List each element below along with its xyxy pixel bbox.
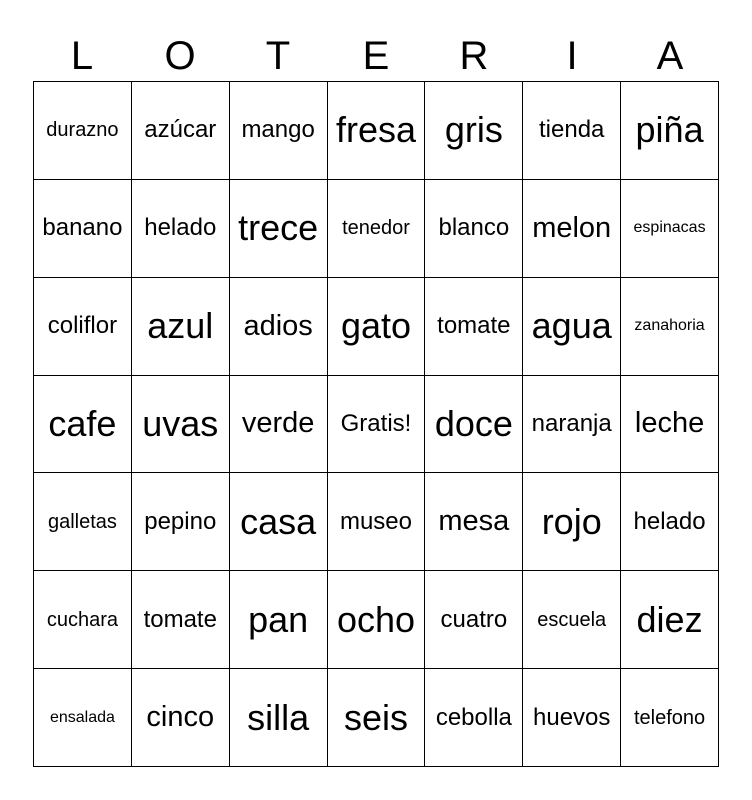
grid-cell[interactable]: casa: [230, 473, 328, 571]
title-letter: T: [265, 34, 291, 78]
grid-cell[interactable]: leche: [621, 376, 719, 474]
grid-cell[interactable]: melon: [523, 180, 621, 278]
title-letter: R: [459, 34, 489, 78]
grid-cell[interactable]: museo: [328, 473, 426, 571]
grid-cell[interactable]: seis: [328, 669, 426, 767]
grid-cell[interactable]: gato: [328, 278, 426, 376]
grid-cell[interactable]: uvas: [132, 376, 230, 474]
grid-cell[interactable]: doce: [425, 376, 523, 474]
grid-cell[interactable]: mango: [230, 82, 328, 180]
title-letter: A: [656, 34, 684, 78]
grid-cell[interactable]: rojo: [523, 473, 621, 571]
grid-cell[interactable]: piña: [621, 82, 719, 180]
grid-cell[interactable]: helado: [621, 473, 719, 571]
grid-cell[interactable]: trece: [230, 180, 328, 278]
grid-cell[interactable]: tenedor: [328, 180, 426, 278]
grid-cell[interactable]: mesa: [425, 473, 523, 571]
grid-cell[interactable]: helado: [132, 180, 230, 278]
grid-cell[interactable]: cafe: [34, 376, 132, 474]
grid-cell[interactable]: cebolla: [425, 669, 523, 767]
grid-cell[interactable]: adios: [230, 278, 328, 376]
grid-cell[interactable]: azúcar: [132, 82, 230, 180]
grid-cell[interactable]: telefono: [621, 669, 719, 767]
grid-cell[interactable]: naranja: [523, 376, 621, 474]
title-letter: E: [362, 34, 390, 78]
grid-cell[interactable]: ocho: [328, 571, 426, 669]
loteria-grid: [33, 81, 719, 767]
grid-cell[interactable]: cuatro: [425, 571, 523, 669]
grid-cell[interactable]: diez: [621, 571, 719, 669]
title-letter: O: [164, 34, 196, 78]
grid-cell[interactable]: tienda: [523, 82, 621, 180]
free-space-cell[interactable]: Gratis!: [328, 376, 426, 474]
title-letter: I: [566, 34, 578, 78]
grid-cell[interactable]: pepino: [132, 473, 230, 571]
grid-cell[interactable]: pan: [230, 571, 328, 669]
grid-cell[interactable]: cuchara: [34, 571, 132, 669]
grid-cell[interactable]: azul: [132, 278, 230, 376]
grid-cell[interactable]: durazno: [34, 82, 132, 180]
grid-cell[interactable]: ensalada: [34, 669, 132, 767]
title-letter: L: [70, 34, 94, 78]
grid-cell[interactable]: fresa: [328, 82, 426, 180]
grid-cell[interactable]: zanahoria: [621, 278, 719, 376]
grid-cell[interactable]: espinacas: [621, 180, 719, 278]
grid-cell[interactable]: blanco: [425, 180, 523, 278]
grid-cell[interactable]: verde: [230, 376, 328, 474]
grid-cell[interactable]: tomate: [132, 571, 230, 669]
grid-cell[interactable]: gris: [425, 82, 523, 180]
grid-cell[interactable]: galletas: [34, 473, 132, 571]
grid-cell[interactable]: agua: [523, 278, 621, 376]
grid-cell[interactable]: escuela: [523, 571, 621, 669]
card-title: [33, 30, 719, 82]
grid-cell[interactable]: banano: [34, 180, 132, 278]
grid-cell[interactable]: huevos: [523, 669, 621, 767]
grid-cell[interactable]: silla: [230, 669, 328, 767]
grid-cell[interactable]: tomate: [425, 278, 523, 376]
grid-cell[interactable]: cinco: [132, 669, 230, 767]
grid-cell[interactable]: coliflor: [34, 278, 132, 376]
